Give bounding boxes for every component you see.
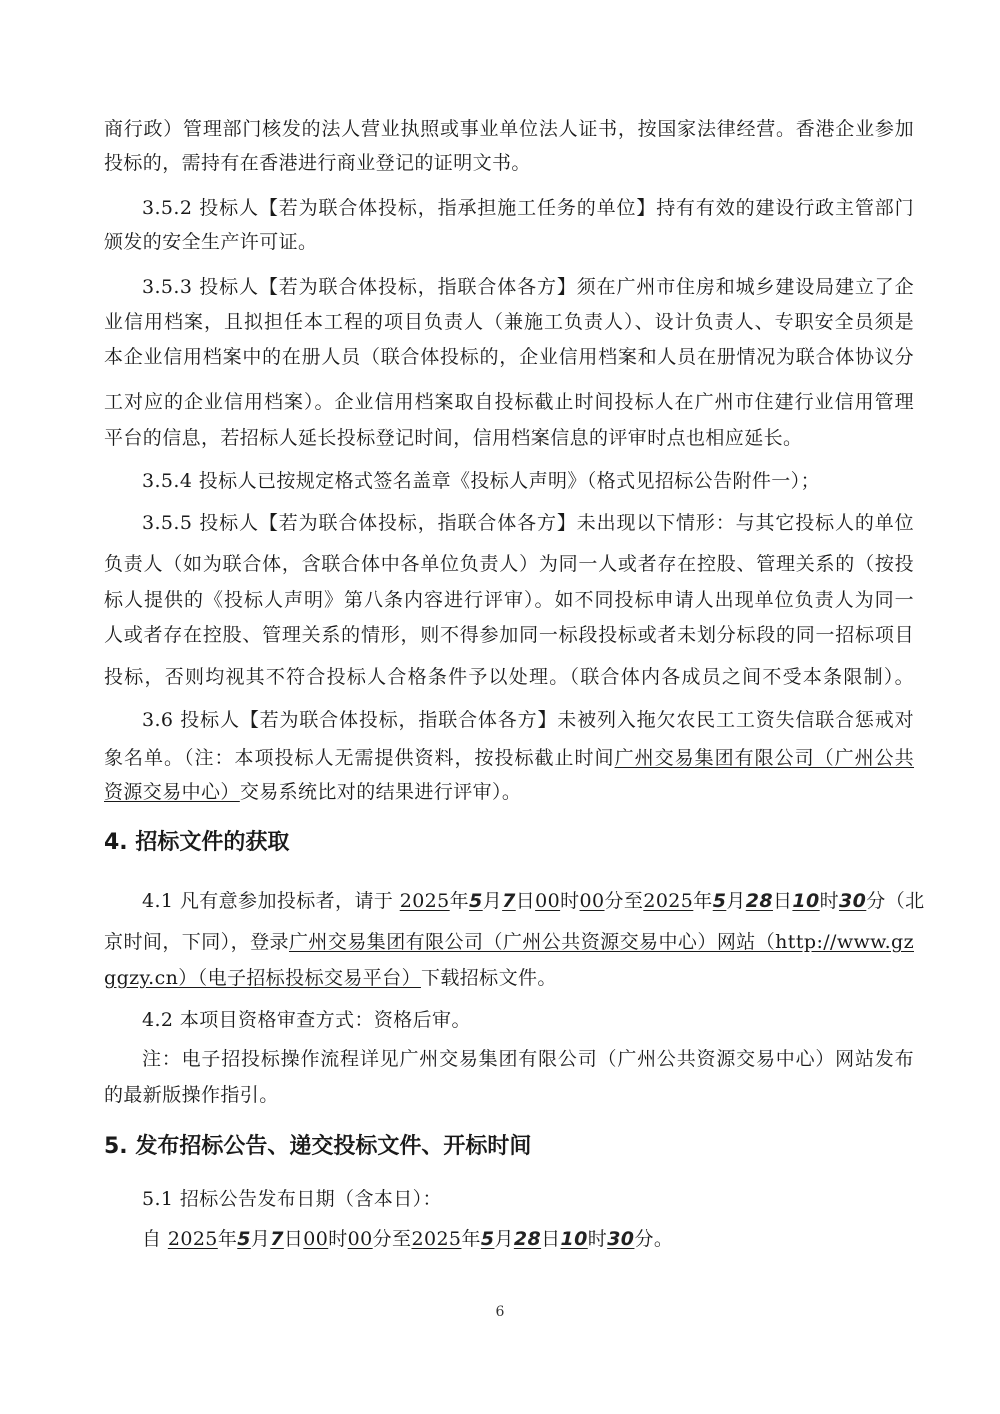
text-segment: 年 xyxy=(461,1228,481,1250)
text-line: 工对应的企业信用档案）。企业信用档案取自投标截止时间投标人在广州市住建行业信用管理 xyxy=(104,391,914,413)
text-line: 人或者存在控股、管理关系的情形，则不得参加同一标段投标或者未划分标段的同一招标项目 xyxy=(104,624,914,646)
text-segment: 年 xyxy=(217,1228,238,1250)
text-segment: 下载招标文件。 xyxy=(420,967,557,989)
text-segment: 月 xyxy=(726,890,746,912)
clause-4-2: 4.2 本项目资格审查方式：资格后审。 xyxy=(142,1009,471,1031)
text-line: 投标的，需持有在香港进行商业登记的证明文书。 xyxy=(104,152,531,174)
start-year: 2025 xyxy=(399,890,450,912)
clause-3-5-2: 3.5.2 投标人【若为联合体投标，指承担施工任务的单位】持有有效的建设行政主管部门 xyxy=(142,197,914,219)
start-year: 2025 xyxy=(167,1228,218,1250)
start-month: 5 xyxy=(469,890,483,912)
text-segment: 年 xyxy=(693,890,713,912)
text-segment: 象名单。（注：本项投标人无需提供资料，按投标截止时间 xyxy=(104,747,615,769)
text-segment: 4.1 凡有意参加投标者，请于 xyxy=(142,890,400,912)
text-segment: 时 xyxy=(819,890,840,912)
text-line xyxy=(104,780,914,804)
text-segment: 日 xyxy=(283,1228,304,1250)
clause-3-5-4: 3.5.4 投标人已按规定格式签名盖章《投标人声明》（格式见招标公告附件一）； xyxy=(142,470,820,492)
clause-4-1 xyxy=(142,889,925,913)
text-segment: 京时间，下同），登录 xyxy=(104,931,289,953)
end-minute: 30 xyxy=(607,1228,635,1250)
text-segment: 日 xyxy=(772,890,793,912)
org-name-link: 资源交易中心） xyxy=(104,781,240,803)
start-day: 7 xyxy=(270,1228,284,1250)
text-segment: 月 xyxy=(250,1228,271,1250)
text-line: 颁发的安全生产许可证。 xyxy=(104,231,318,253)
text-segment: 时 xyxy=(587,1228,608,1250)
end-year: 2025 xyxy=(643,890,694,912)
end-hour: 10 xyxy=(560,1228,588,1250)
section-4-heading: 4. 招标文件的获取 xyxy=(104,830,290,855)
end-day: 28 xyxy=(513,1228,542,1250)
clause-3-5-3: 3.5.3 投标人【若为联合体投标，指联合体各方】须在广州市住房和城乡建设局建立了企 xyxy=(142,276,914,298)
text-line xyxy=(104,966,914,990)
text-line: 本企业信用档案中的在册人员（联合体投标的，企业信用档案和人员在册情况为联合体协议分 xyxy=(104,346,914,368)
clause-5-1: 5.1 招标公告发布日期（含本日）： xyxy=(142,1188,442,1210)
start-hour: 00 xyxy=(535,890,561,912)
text-segment: 时 xyxy=(560,890,580,912)
start-minute: 00 xyxy=(579,890,605,912)
text-line: 投标，否则均视其不符合投标人合格条件予以处理。（联合体内各成员之间不受本条限制）。 xyxy=(104,666,914,688)
text-segment: 自 xyxy=(142,1228,168,1250)
text-segment: 交易系统比对的结果进行评审）。 xyxy=(239,781,522,803)
text-segment: 分。 xyxy=(634,1228,674,1250)
website-link: 广州交易集团有限公司（广州公共资源交易中心）网站（http://www.gz xyxy=(288,931,914,953)
text-segment: 日 xyxy=(515,890,536,912)
text-line: 标人提供的《投标人声明》第八条内容进行评审）。如不同投标申请人出现单位负责人为同一 xyxy=(104,589,914,611)
page-number: 6 xyxy=(495,1304,505,1320)
text-segment: 月 xyxy=(494,1228,514,1250)
text-line xyxy=(104,746,914,770)
end-month: 5 xyxy=(712,890,727,912)
text-segment: （北 xyxy=(885,890,925,912)
text-line: 业信用档案，且拟担任本工程的项目负责人（兼施工负责人）、设计负责人、专职安全员须是 xyxy=(104,311,914,333)
text-segment: 年 xyxy=(449,890,470,912)
start-day: 7 xyxy=(502,890,516,912)
note-line: 的最新版操作指引。 xyxy=(104,1084,279,1106)
text-line: 商行政）管理部门核发的法人营业执照或事业单位法人证书，按国家法律经营。香港企业参加 xyxy=(104,118,914,140)
start-month: 5 xyxy=(237,1228,251,1250)
text-segment: 分至 xyxy=(604,890,644,912)
text-segment: 时 xyxy=(328,1228,348,1250)
text-segment: 分 xyxy=(866,890,886,912)
text-line: 负责人（如为联合体，含联合体中各单位负责人）为同一人或者存在控股、管理关系的（按投 xyxy=(104,553,914,575)
start-minute: 00 xyxy=(347,1228,373,1250)
end-year: 2025 xyxy=(411,1228,462,1250)
text-segment: 月 xyxy=(482,890,503,912)
section-5-heading: 5. 发布招标公告、递交投标文件、开标时间 xyxy=(104,1134,532,1159)
clause-3-6: 3.6 投标人【若为联合体投标，指联合体各方】未被列入拖欠农民工工资失信联合惩戒对 xyxy=(142,709,914,731)
end-hour: 10 xyxy=(792,890,820,912)
end-month: 5 xyxy=(480,1228,495,1250)
text-line xyxy=(104,930,914,954)
clause-3-5-5: 3.5.5 投标人【若为联合体投标，指联合体各方】未出现以下情形：与其它投标人的单位 xyxy=(142,512,914,534)
publish-period xyxy=(142,1227,914,1251)
text-line: 平台的信息，若招标人延长投标登记时间，信用档案信息的评审时点也相应延长。 xyxy=(104,427,803,449)
start-hour: 00 xyxy=(303,1228,329,1250)
end-minute: 30 xyxy=(839,890,867,912)
end-day: 28 xyxy=(745,890,773,912)
website-link: ggzy.cn）（电子招标投标交易平台） xyxy=(104,967,421,989)
org-name-link: 广州交易集团有限公司（广州公共 xyxy=(614,747,914,769)
note-line: 注：电子招投标操作流程详见广州交易集团有限公司（广州公共资源交易中心）网站发布 xyxy=(142,1048,914,1070)
text-segment: 日 xyxy=(541,1228,561,1250)
text-segment: 分至 xyxy=(372,1228,412,1250)
